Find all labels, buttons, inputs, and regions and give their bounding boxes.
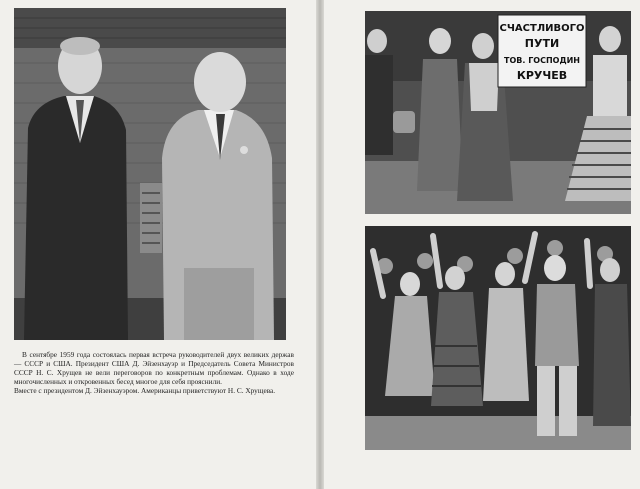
caption-paragraph-2: Вместе с президентом Д. Эйзенхауэром. Американцы приветствуют Н. С. Хрущева. bbox=[14, 386, 276, 396]
caption bbox=[14, 350, 294, 395]
banner-line-4: КРУЧЕВ bbox=[516, 69, 568, 82]
banner-line-2: ПУТИ bbox=[524, 37, 560, 50]
photo-leaders-meeting bbox=[14, 8, 286, 340]
banner-line-1: СЧАСТЛИВОГО bbox=[499, 23, 585, 34]
book-gutter bbox=[316, 0, 324, 489]
photo-crowd-waving bbox=[365, 226, 631, 450]
banner-line-3: ТОВ. ГОСПОДИН bbox=[504, 56, 580, 65]
caption-paragraph-1: В сентябре 1959 года состоялась первая встреча руководителей двух великих держав — СССР и США. Президент США Д. Эйзенхауэр и Председатель Совета Министров СССР Н. С. Хрущев не вели переговоров по конкретным проблемам. Однако в ходе многочисленных и откровенных бесед многое для себя прояснили. bbox=[14, 350, 294, 387]
photo-banner-greeting bbox=[365, 11, 631, 214]
